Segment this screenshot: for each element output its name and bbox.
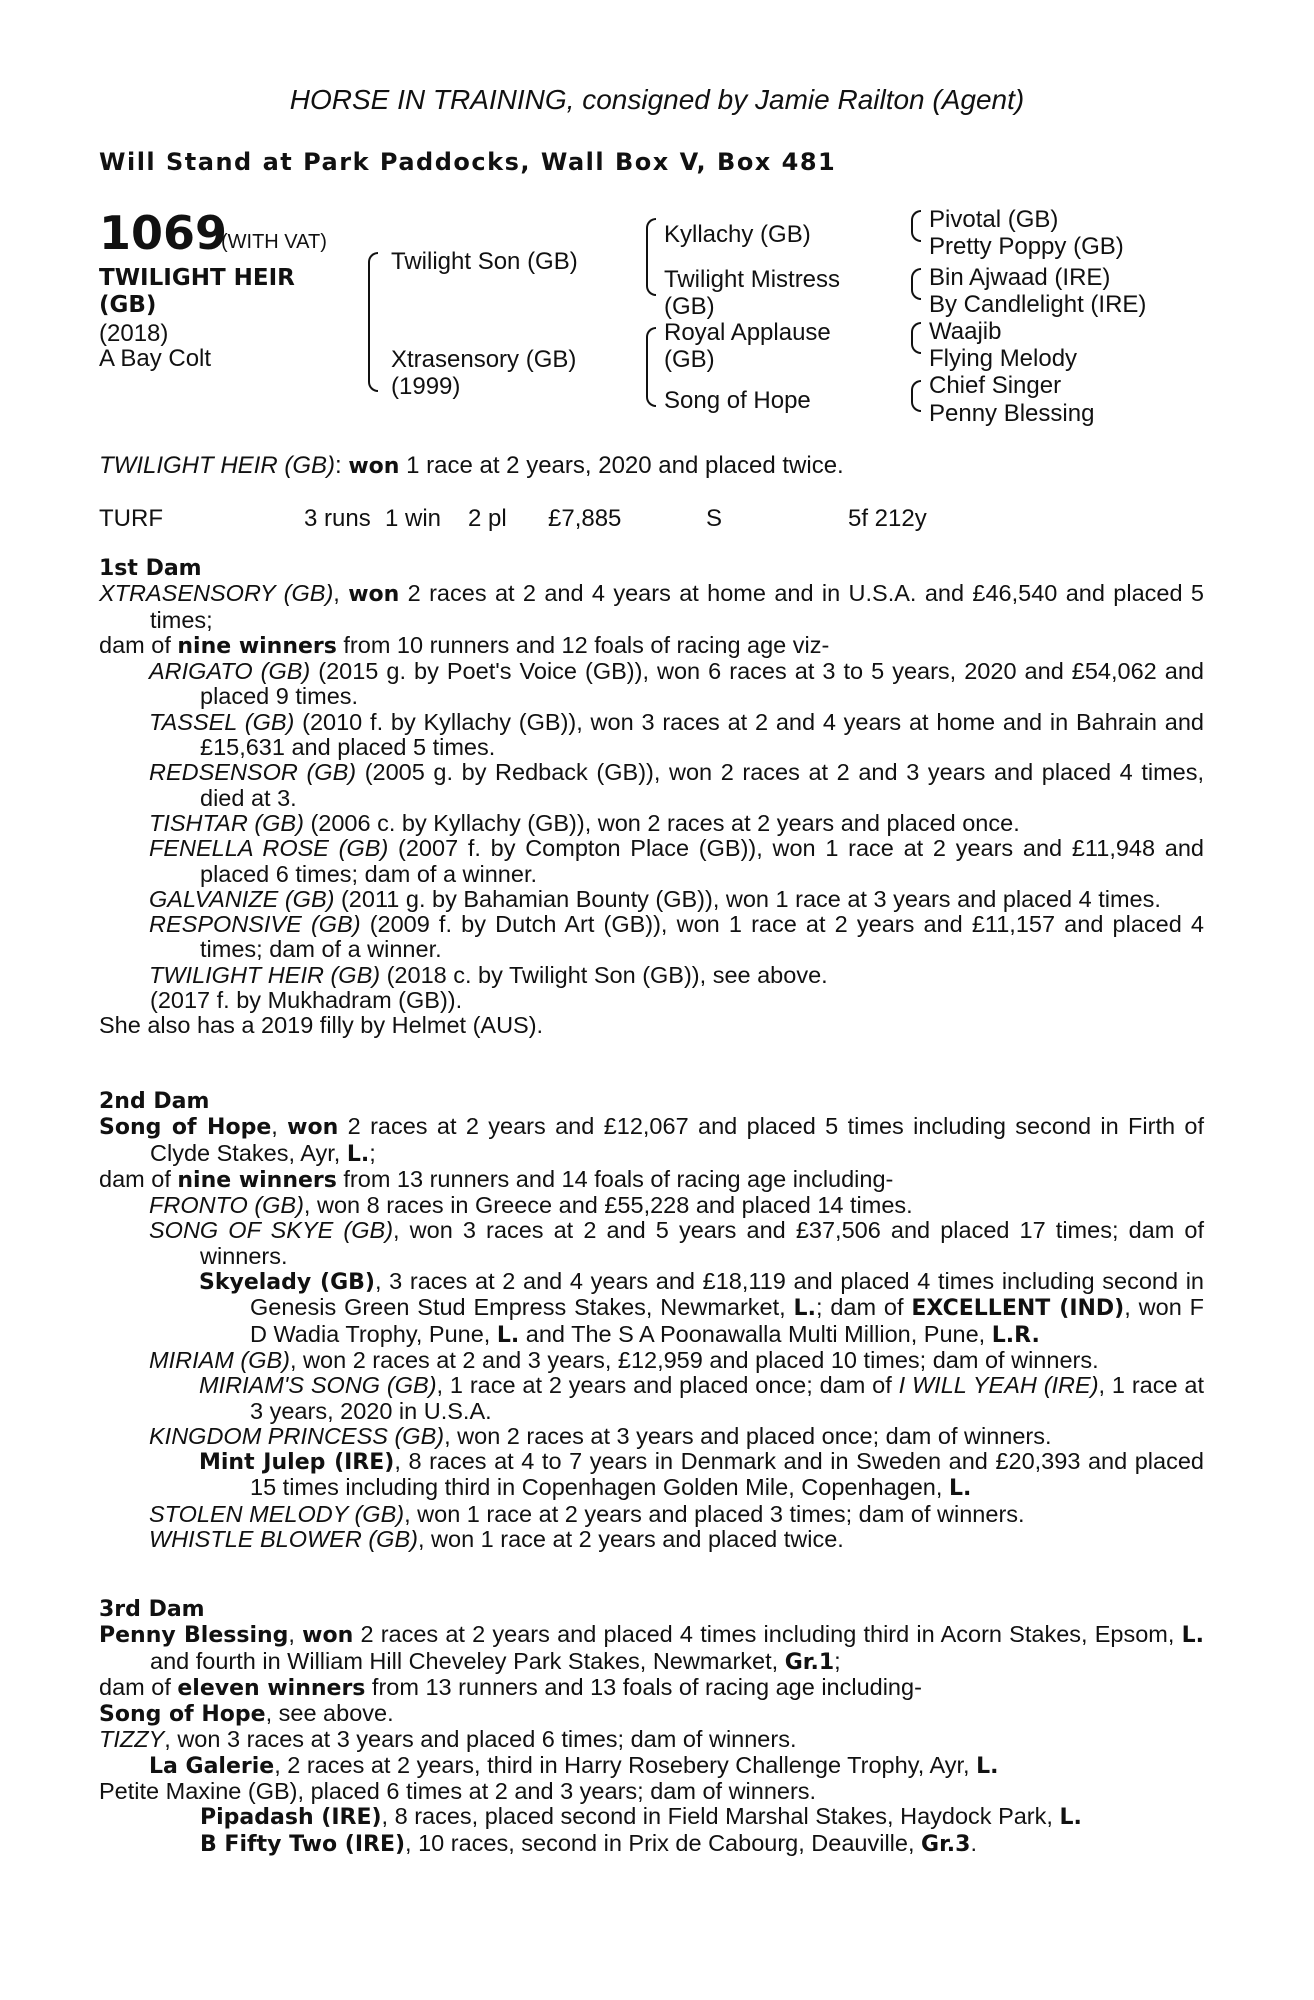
list-item: GALVANIZE (GB) (2011 g. by Bahamian Bounty (GB)), won 1 race at 3 years and placed 4 times. bbox=[149, 885, 1161, 912]
stand-location: Will Stand at Park Paddocks, Wall Box V, Box 481 bbox=[99, 148, 837, 176]
grandsire-3: Waajib bbox=[929, 318, 1002, 345]
turf-earnings: £7,885 bbox=[548, 505, 622, 532]
first-dam-record: XTRASENSORY (GB), won 2 races at 2 and 4 years at home and in U.S.A. and £46,540 and placed 5 times; bbox=[99, 580, 1204, 633]
list-item: FRONTO (GB), won 8 races in Greece and £55,228 and placed 14 times. bbox=[149, 1192, 913, 1219]
list-item: STOLEN MELODY (GB), won 1 race at 2 years and placed 3 times; dam of winners. bbox=[149, 1500, 1025, 1527]
dam-dam: Song of Hope bbox=[664, 387, 811, 414]
grandsire-4: Chief Singer bbox=[929, 372, 1062, 399]
dam-sire-country: (GB) bbox=[664, 346, 715, 373]
list-item: Pipadash (IRE), 8 races, placed second in Field Marshal Stakes, Haydock Park, L. bbox=[200, 1803, 1082, 1831]
granddam-4: Penny Blessing bbox=[929, 400, 1095, 427]
horse-name: TWILIGHT HEIR bbox=[99, 265, 295, 291]
granddam-3: Flying Melody bbox=[929, 345, 1078, 372]
list-item: Song of Hope, see above. bbox=[99, 1700, 394, 1728]
horse-description: A Bay Colt bbox=[99, 345, 212, 372]
list-item: WHISTLE BLOWER (GB), won 1 race at 2 years and placed twice. bbox=[149, 1526, 844, 1553]
sire-dam-country: (GB) bbox=[664, 293, 715, 320]
sire: Twilight Son (GB) bbox=[391, 248, 578, 275]
second-dam-record: Song of Hope, won 2 races at 2 years and £12,067 and placed 5 times including second in Firth of Clyde Stakes, Ayr, L.; bbox=[99, 1113, 1205, 1167]
first-dam-section bbox=[99, 556, 1204, 1039]
sire-sire: Kyllachy (GB) bbox=[664, 221, 811, 248]
list-item: Skyelady (GB), 3 races at 2 and 4 years and £18,119 and placed 4 times including second in Genesis Green Stud Empress Stakes, Newmarket, L.; dam of EXCELLENT (IND), won F D Wadia Trophy, Pune, L. and The S A Poonawalla Multi Million, Pune, L.R. bbox=[199, 1268, 1204, 1348]
horse-year: (2018) bbox=[99, 320, 169, 347]
list-item: Mint Julep (IRE), 8 races at 4 to 7 years in Denmark and in Sweden and £20,393 and placed 15 times including third in Copenhagen Golden Mile, Copenhagen, L. bbox=[199, 1448, 1204, 1502]
list-item: ARIGATO (GB) (2015 g. by Poet's Voice (GB)), won 6 races at 3 to 5 years, 2020 and £54,062 and placed 9 times. bbox=[149, 658, 1204, 710]
list-item: TASSEL (GB) (2010 f. by Kyllachy (GB)), won 3 races at 2 and 4 years at home and in Bahrain and £15,631 and placed 5 times. bbox=[149, 708, 1204, 761]
list-item: TIZZY, won 3 races at 3 years and placed 6 times; dam of winners. bbox=[99, 1726, 797, 1753]
list-item: REDSENSOR (GB) (2005 g. by Redback (GB)), won 2 races at 2 and 3 years and placed 4 times, died at 3. bbox=[149, 759, 1204, 811]
granddam-2: By Candlelight (IRE) bbox=[929, 291, 1147, 318]
foal-2019-note: She also has a 2019 filly by Helmet (AUS). bbox=[99, 1012, 544, 1039]
page-title: HORSE IN TRAINING, consigned by Jamie Railton (Agent) bbox=[289, 84, 1025, 115]
list-item: RESPONSIVE (GB) (2009 f. by Dutch Art (GB)), won 1 race at 2 years and £11,157 and placed 4 times; dam of a winner. bbox=[149, 911, 1204, 963]
dam: Xtrasensory (GB) bbox=[391, 346, 577, 373]
third-dam-produce-summary: dam of eleven winners from 13 runners and 13 foals of racing age including- bbox=[99, 1673, 922, 1701]
race-summary: TWILIGHT HEIR (GB): won 1 race at 2 years, 2020 and placed twice. bbox=[99, 452, 844, 479]
turf-going: S bbox=[706, 505, 723, 532]
vat-note: (WITH VAT) bbox=[221, 231, 327, 253]
first-dam-heading: 1st Dam bbox=[99, 556, 202, 581]
dam-sire: Royal Applause bbox=[664, 319, 831, 346]
list-item: Petite Maxine (GB), placed 6 times at 2 and 3 years; dam of winners. bbox=[99, 1778, 817, 1805]
turf-distance: 5f 212y bbox=[848, 505, 927, 532]
unnamed-foal-2017: (2017 f. by Mukhadram (GB)). bbox=[150, 987, 463, 1014]
turf-wins: 1 win bbox=[385, 505, 442, 532]
turf-placed: 2 pl bbox=[468, 505, 507, 532]
grandsire-2: Bin Ajwaad (IRE) bbox=[929, 264, 1111, 291]
list-item: TWILIGHT HEIR (GB) (2018 c. by Twilight Son (GB)), see above. bbox=[149, 961, 828, 988]
horse-name-country: (GB) bbox=[99, 292, 157, 318]
list-item: SONG OF SKYE (GB), won 3 races at 2 and 5 years and £37,506 and placed 17 times; dam of winners. bbox=[149, 1217, 1204, 1269]
second-dam-section bbox=[99, 1089, 1204, 1552]
list-item: La Galerie, 2 races at 2 years, third in Harry Rosebery Challenge Trophy, Ayr, L. bbox=[149, 1751, 999, 1779]
list-item: B Fifty Two (IRE), 10 races, second in Prix de Cabourg, Deauville, Gr.3. bbox=[200, 1829, 977, 1857]
dam-year: (1999) bbox=[391, 373, 461, 400]
turf-label: TURF bbox=[99, 505, 163, 532]
grandsire-1: Pivotal (GB) bbox=[929, 206, 1059, 233]
second-dam-produce-summary: dam of nine winners from 13 runners and 14 foals of racing age including- bbox=[99, 1165, 894, 1193]
second-dam-heading: 2nd Dam bbox=[99, 1089, 210, 1114]
third-dam-section bbox=[99, 1597, 1204, 1857]
sire-dam: Twilight Mistress bbox=[664, 266, 841, 293]
list-item: MIRIAM (GB), won 2 races at 2 and 3 years, £12,959 and placed 10 times; dam of winners. bbox=[149, 1346, 1099, 1373]
list-item: MIRIAM'S SONG (GB), 1 race at 2 years and placed once; dam of I WILL YEAH (IRE), 1 race at 3 years, 2020 in U.S.A. bbox=[199, 1372, 1205, 1424]
first-dam-produce-summary: dam of nine winners from 10 runners and 12 foals of racing age viz- bbox=[99, 631, 830, 659]
list-item: KINGDOM PRINCESS (GB), won 2 races at 3 years and placed once; dam of winners. bbox=[149, 1422, 1052, 1449]
turf-runs: 3 runs bbox=[304, 505, 371, 532]
granddam-1: Pretty Poppy (GB) bbox=[929, 233, 1124, 260]
list-item: TISHTAR (GB) (2006 c. by Kyllachy (GB)), won 2 races at 2 years and placed once. bbox=[149, 809, 1020, 836]
third-dam-heading: 3rd Dam bbox=[99, 1597, 205, 1622]
list-item: FENELLA ROSE (GB) (2007 f. by Compton Place (GB)), won 1 race at 2 years and £11,948 and placed 6 times; dam of a winner. bbox=[149, 835, 1204, 887]
lot-number: 1069 bbox=[99, 206, 228, 260]
third-dam-record: Penny Blessing, won 2 races at 2 years and placed 4 times including third in Acorn Stakes, Epsom, L. and fourth in William Hill Cheveley Park Stakes, Newmarket, Gr.1; bbox=[99, 1621, 1204, 1675]
